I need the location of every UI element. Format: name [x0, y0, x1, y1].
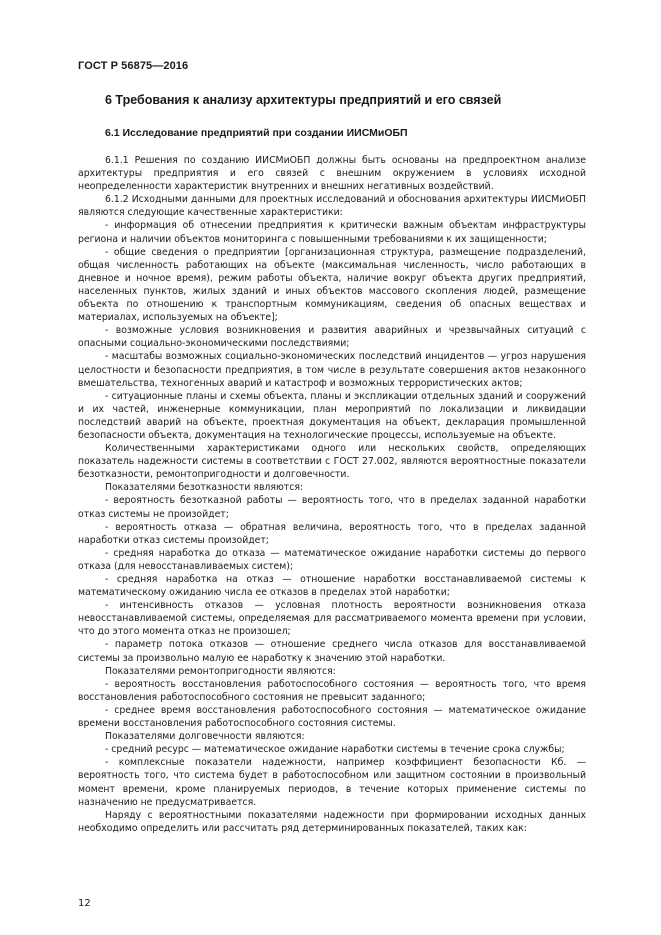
paragraph: Наряду с вероятностными показателями надежности при формировании исходных данных необходимо определить или рассчитать ряд детерминированных показателей, таких как: [78, 809, 586, 834]
paragraph: 6.1.1 Решения по созданию ИИСМиОБП должны быть основаны на предпроектном анализе архитектуры предприятия и его связей с внешним окружением в условиях исходной неопределенности характеристик внутренних и внешних негативных воздействий. [78, 155, 586, 193]
list-item: - интенсивность отказов — условная плотность вероятности возникновения отказа невосстанавливаемой системы, определяемая для рассматриваемого момента времени при условии, что до этого момента отказ не произошел; [78, 600, 586, 638]
subsection-heading: 6.1 Исследование предприятий при создании ИИСМиОБП [105, 127, 408, 139]
body-text [78, 154, 586, 835]
list-item: - информация об отнесении предприятия к критически важным объектам инфраструктуры региона и наличии объектов мониторинга с повышенными требованиями к их защищенности; [78, 220, 586, 245]
list-item: - средняя наработка до отказа — математическое ожидание наработки системы до первого отказа (для невосстанавливаемых систем); [78, 547, 586, 572]
list-item: - комплексные показатели надежности, например коэффициент безопасности Кб. — вероятность того, что система будет в работоспособном или защитном состоянии в произвольный момент времени, кроме планируемых периодов, в течение которых применение системы по назначению не предусматривается. [78, 757, 586, 808]
paragraph: Количественными характеристиками одного или нескольких свойств, определяющих показатель надежности системы в соответствии с ГОСТ 27.002, являются вероятностные показатели безотказности, ремонтопригодности и долговечности. [78, 443, 586, 481]
list-item: - ситуационные планы и схемы объекта, планы и экспликации отдельных зданий и сооружений и их частей, инженерные коммуникации, план мероприятий по локализации и ликвидации последствий аварий на объекте, проектная документация на объект, декларация промышленной безопасности объекта, документация на технологические процессы, используемые на объекте. [78, 390, 586, 441]
list-item: - параметр потока отказов — отношение среднего числа отказов для восстанавливаемой системы за произвольно малую ее наработку к значению этой наработки. [78, 639, 586, 664]
list-item: - вероятность безотказной работы — вероятность того, что в пределах заданной наработки отказ системы не произойдет; [78, 495, 586, 520]
paragraph: Показателями долговечности являются: [105, 731, 305, 743]
list-item: - общие сведения о предприятии [организационная структура, размещение подразделений, общая численность работающих на объекте (максимальная численность, число работающих в дневное и ночное время), режим работы объекта, наличие вокруг объекта других предприятий, населенных пунктов, жилых зданий и иных объектов массового скопления людей, размещение объекта по отношению к транспортным коммуникациям, сведения об опасных веществах и материалах, используемых на объекте]; [78, 246, 586, 324]
list-item: - вероятность отказа — обратная величина, вероятность того, что в пределах заданной наработки отказ системы произойдет; [78, 521, 586, 546]
list-item: - средняя наработка на отказ — отношение наработки восстанавливаемой системы к математическому ожиданию числа ее отказов в пределах этой наработки; [78, 574, 586, 599]
section-heading: 6 Требования к анализу архитектуры предприятий и его связей [105, 93, 502, 107]
paragraph: 6.1.2 Исходными данными для проектных исследований и обоснования архитектуры ИИСМиОБП являются следующие качественные характеристики: [78, 194, 586, 219]
paragraph: Показателями ремонтопригодности являются: [105, 665, 336, 677]
page-number: 12 [78, 898, 91, 909]
list-item: - среднее время восстановления работоспособного состояния — математическое ожидание времени восстановления работоспособного состояния системы. [78, 704, 586, 730]
list-item: - средний ресурс — математическое ожидание наработки системы в течение срока службы; [105, 744, 565, 756]
list-item: - вероятность восстановления работоспособного состояния — вероятность того, что время восстановления работоспособного состояния не превысит заданного; [78, 678, 586, 703]
paragraph: Показателями безотказности являются: [105, 482, 304, 494]
standard-designation: ГОСТ Р 56875—2016 [78, 60, 189, 72]
list-item: - масштабы возможных социально-экономических последствий инцидентов — угроз нарушения целостности и безопасности предприятия, в том числе в результате совершения актов незаконного вмешательства, техногенных аварий и катастроф и возможных террористических актов; [78, 351, 586, 389]
list-item: - возможные условия возникновения и развития аварийных и чрезвычайных ситуаций с опасными социально-экономическими последствиями; [78, 325, 586, 350]
